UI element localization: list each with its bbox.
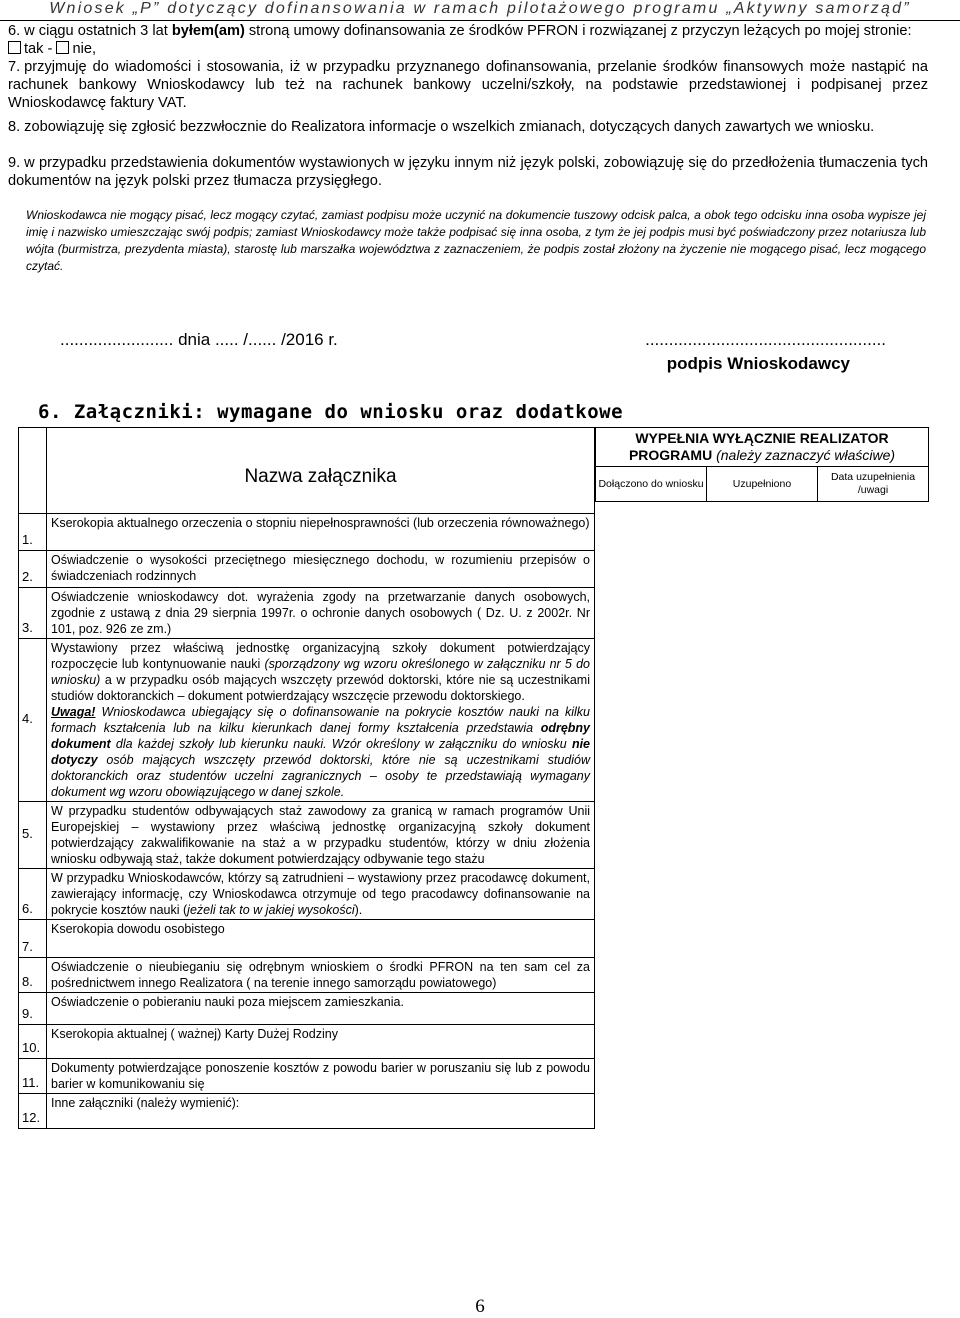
table-row (19, 993, 595, 1025)
declaration-item-7 (8, 58, 928, 112)
realizator-header (596, 428, 929, 467)
table-row (19, 639, 595, 802)
row-text: Oświadczenie o pobieraniu nauki poza miejscem zamieszkania. (47, 993, 595, 1025)
row-text-italic: jeżeli tak to w jakiej wysokości (187, 903, 355, 917)
header-name-cell (47, 428, 595, 514)
row-number: 2. (19, 551, 47, 588)
column-header-completed: Uzupełniono (707, 467, 818, 502)
column-header-attached: Dołączono do wniosku (596, 467, 707, 502)
row-text-part: W przypadku Wnioskodawców, którzy są zatrudnieni – wystawiony przez pracodawcę dokument, zawierający informację, czy Wnioskodawca otrzymuje od tego pracodawcy dofinansowanie na pokrycie kosztów nauki ( (51, 871, 590, 917)
row-text-italic: (sporządzony wg wzoru określonego w załączniku nr 5 do wniosku) (51, 657, 591, 687)
row-text: Oświadczenie o wysokości przeciętnego miesięcznego dochodu, w rozumieniu przepisów o świadczeniach rodzinnych (47, 551, 595, 588)
item-number: 6. (8, 23, 21, 39)
realizator-table (595, 427, 929, 502)
row-text-part: Wystawiony przez właściwą jednostkę organizacyjną szkoły dokument potwierdzający rozpoczęcie lub kontynuowanie nauki (51, 641, 590, 671)
table-row (19, 869, 595, 920)
declaration-item-9 (8, 154, 928, 190)
realizator-title: WYPEŁNIA WYŁĄCZNIE REALIZATOR PROGRAMU (628, 430, 889, 463)
item-text: stroną umowy dofinansowania ze środków PFRON i rozwiązanej z przyczyn leżących po mojej stronie: (244, 23, 912, 39)
row-number: 8. (19, 958, 47, 993)
row-text-bold: odrębny dokument (51, 721, 590, 751)
row-number: 7. (19, 920, 47, 958)
header-num-cell (19, 428, 47, 514)
row-number: 6. (19, 869, 47, 920)
row-text: Oświadczenie wnioskodawcy dot. wyrażenia zgody na przetwarzanie danych osobowych, zgodnie z ustawą z dnia 29 sierpnia 1997r. o ochronie danych osobowych ( Dz. U. z 2002r. Nr 101, poz. 926 ze zm.) (47, 588, 595, 639)
warning-label: Uwaga! (51, 705, 96, 719)
page-number: 6 (475, 1296, 485, 1317)
declaration-item-6 (8, 22, 928, 58)
table-row (19, 920, 595, 958)
row-text: Kserokopia dowodu osobistego (47, 920, 595, 958)
row-text: Inne załączniki (należy wymienić): (47, 1094, 595, 1129)
table-row (19, 551, 595, 588)
item-number: 7. (8, 59, 21, 75)
row-text-italic: osób mających wszczęty przewód doktorski, które nie są uczestnikami studiów doktoranckich oraz studentów uczelni zagranicznych – osoby te przedstawiają wymagany dokument wg wzoru obowiązującego w danej szkole. (51, 753, 590, 799)
table-row (19, 1025, 595, 1059)
table-row (19, 588, 595, 639)
separator: - (47, 41, 53, 57)
signature-note: Wnioskodawca nie mogący pisać, lecz mogący czytać, zamiast podpisu może uczynić na dokumencie tuszowy odcisk palca, a obok tego odcisku inna osoba wypisze jej imię i nazwisko umieszczając swój podpis; zamiast Wnioskodawcy może także podpisać się inna osoba, z tym że jej podpis musi być poświadczony przez notariusza lub wójta (burmistrza, prezydenta miasta), starostę lub marszałka województwa z zaznaczeniem, że podpis został złożony na życzenie nie mogącego pisać, lecz mogącego czytać. (26, 208, 926, 273)
checkbox-yes-label: tak (24, 41, 44, 57)
table-row (19, 514, 595, 551)
item-text: przyjmuję do wiadomości i stosowania, iż w przypadku przyznanego dofinansowania, przelanie środków finansowych może nastąpić na rachunek bankowy Wnioskodawcy lub też na rachunek bankowy uczelni/szkoły, na podstawie przedstawionej i podpisanej przez Wnioskodawcę faktury VAT. (8, 59, 928, 111)
row-text-part: ). (354, 903, 363, 917)
table-row (19, 1059, 595, 1094)
column-header-date: Data uzupełnienia /uwagi (818, 467, 929, 502)
table-row (19, 1094, 595, 1129)
row-number: 10. (19, 1025, 47, 1059)
checkbox-yes[interactable] (8, 41, 21, 54)
row-text: Oświadczenie o nieubieganiu się odrębnym wnioskiem o środki PFRON na ten sam cel za pośrednictwem innego Realizatora ( na terenie innego samorządu powiatowego) (47, 958, 595, 993)
table-row (19, 958, 595, 993)
item-text: w ciągu ostatnich 3 lat (24, 23, 172, 39)
row-text-part: a w przypadku osób mających wszczęty przewód doktorski, które nie są uczestnikami studiów doktoranckich – dokument potwierdzający wszczęcie przewodu doktorskiego. (51, 673, 590, 703)
item-text-bold: byłem(am) (171, 23, 245, 39)
realizator-header-row (596, 428, 929, 467)
row-number: 9. (19, 993, 47, 1025)
item-number: 8. (8, 119, 21, 135)
table-header-row (19, 428, 595, 514)
row-number: 5. (19, 802, 47, 869)
row-number: 1. (19, 514, 47, 551)
realizator-subtitle: (należy zaznaczyć właściwe) (716, 447, 896, 463)
checkbox-no-label: nie, (72, 41, 96, 57)
row-text: Kserokopia aktualnego orzeczenia o stopniu niepełnosprawności (lub orzeczenia równoważnego) (47, 514, 595, 551)
row-text-italic: Wnioskodawca ubiegający się o dofinansowanie na pokrycie kosztów nauki na kilku formach kształcenia lub na kilku kierunkach danej formy kształcenia przedstawia (51, 705, 590, 735)
header-title: Wniosek „P” dotyczący dofinansowania w ramach pilotażowego programu „Aktywny samorząd” (49, 0, 911, 17)
signature-label: podpis Wnioskodawcy (666, 354, 850, 373)
row-text (47, 639, 595, 802)
attachments-table (18, 427, 595, 1129)
signature-dots: ................................................... (645, 330, 886, 349)
table-row (19, 802, 595, 869)
row-number: 3. (19, 588, 47, 639)
column-header-name: Nazwa załącznika (244, 466, 397, 487)
row-text-bold: nie dotyczy (51, 737, 590, 767)
row-text: W przypadku studentów odbywających staż zawodowy za granicą w ramach programów Unii Europejskiej – wystawiony przez właściwą jednostkę organizacyjną szkoły dokument potwierdzający zakwalifikowanie na staż a w przypadku studentów, którzy w dniu złożenia wniosku odbywają staż, także dokument potwierdzający odbywanie tego stażu (47, 802, 595, 869)
row-text (47, 869, 595, 920)
date-line: ........................ dnia ..... /...... /2016 r. (60, 330, 338, 349)
section-title: 6. Załączniki: wymagane do wniosku oraz dodatkowe (38, 401, 624, 423)
row-number: 11. (19, 1059, 47, 1094)
row-number: 4. (19, 639, 47, 802)
row-number: 12. (19, 1094, 47, 1129)
row-text: Kserokopia aktualnej ( ważnej) Karty Dużej Rodziny (47, 1025, 595, 1059)
row-text: Dokumenty potwierdzające ponoszenie kosztów z powodu barier w poruszaniu się lub z powodu barier w komunikowaniu się (47, 1059, 595, 1094)
declaration-item-8 (8, 118, 928, 136)
row-text-italic: dla każdej szkoły lub kierunku nauki. Wzór określony w załączniku do wniosku (110, 737, 572, 751)
realizator-columns-row (596, 467, 929, 502)
item-text: zobowiązuję się zgłosić bezzwłocznie do Realizatora informacje o wszelkich zmianach, dotyczących danych zawartych we wniosku. (24, 119, 875, 135)
item-number: 9. (8, 155, 21, 171)
document-header (0, 0, 960, 21)
checkbox-no[interactable] (56, 41, 69, 54)
item-text: w przypadku przedstawienia dokumentów wystawionych w języku innym niż język polski, zobowiązuję się do przedłożenia tłumaczenia tych dokumentów na język polski przez tłumacza przysięgłego. (8, 155, 928, 189)
